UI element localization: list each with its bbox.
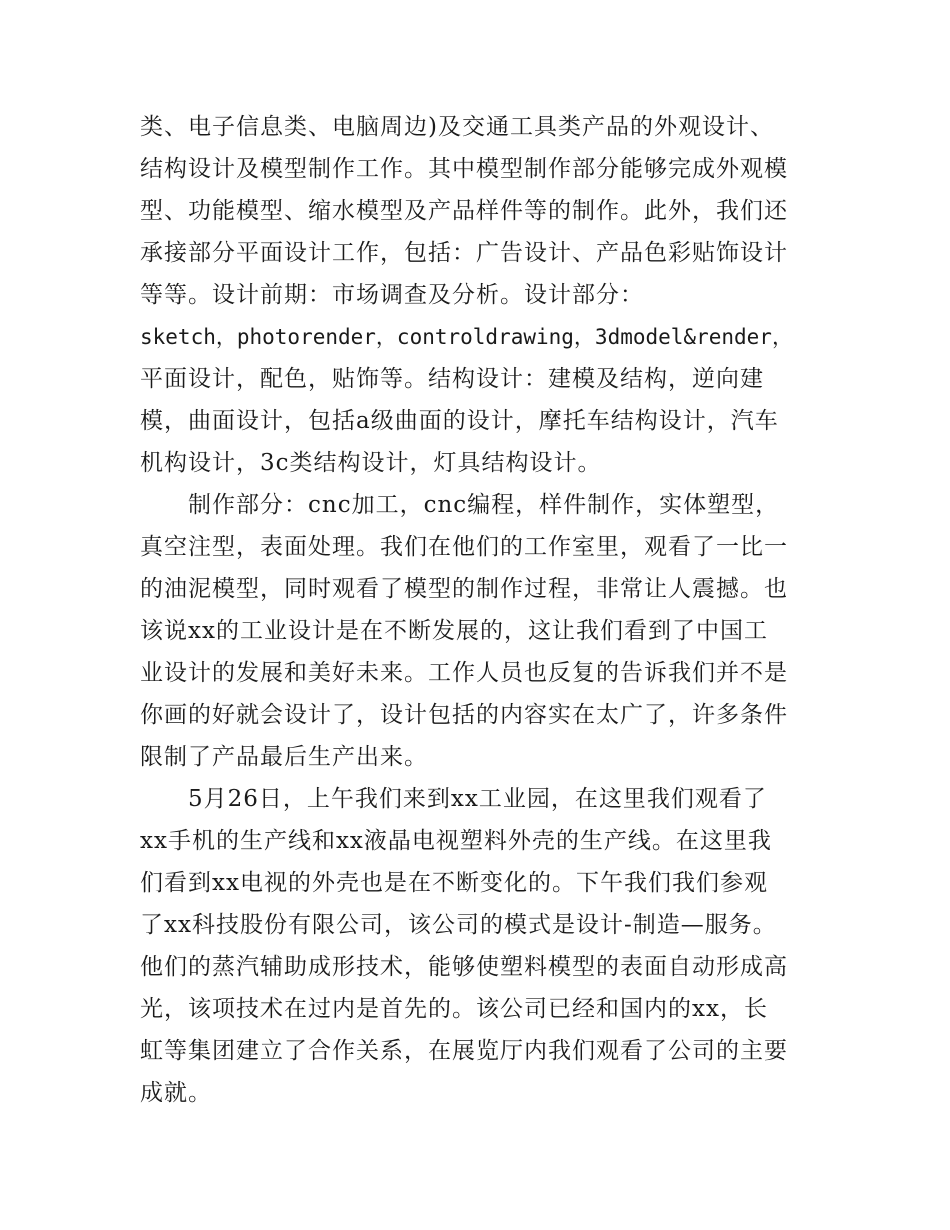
text-line: 的油泥模型，同时观看了模型的制作过程，非常让人震撼。也 [140, 576, 788, 602]
text-line: 承接部分平面设计工作，包括：广告设计、产品色彩贴饰设计 [140, 240, 788, 266]
text-line: 光，该项技术在过内是首先的。该公司已经和国内的xx，长 [140, 996, 768, 1022]
text-line-indented: 5月26日，上午我们来到xx工业园，在这里我们观看了 [188, 786, 767, 812]
text-line: 平面设计，配色，贴饰等。结构设计：建模及结构，逆向建 [140, 366, 764, 392]
text-line: 类、电子信息类、电脑周边)及交通工具类产品的外观设计、 [140, 114, 774, 140]
text-line: 他们的蒸汽辅助成形技术，能够使塑料模型的表面自动形成高 [140, 954, 788, 980]
text-line: 机构设计，3c类结构设计，灯具结构设计。 [140, 450, 602, 476]
text-line: 真空注型，表面处理。我们在他们的工作室里，观看了一比一 [140, 534, 788, 560]
text-line-indented: 制作部分：cnc加工，cnc编程，样件制作，实体塑型， [188, 492, 780, 518]
paragraph-1 [140, 106, 812, 484]
text-line: 等等。设计前期：市场调查及分析。设计部分： [140, 282, 644, 308]
document-body [140, 106, 812, 1114]
text-line: 结构设计及模型制作工作。其中模型制作部分能够完成外观模 [140, 156, 788, 182]
text-line: 成就。 [140, 1080, 212, 1106]
english-terms-line: sketch，photorender，controldrawing，3dmodel&render， [140, 325, 793, 349]
text-line: 模，曲面设计，包括a级曲面的设计，摩托车结构设计，汽车 [140, 408, 779, 434]
text-line: 你画的好就会设计了，设计包括的内容实在太广了，许多条件 [140, 702, 788, 728]
text-line: 型、功能模型、缩水模型及产品样件等的制作。此外，我们还 [140, 198, 788, 224]
text-line: 业设计的发展和美好未来。工作人员也反复的告诉我们并不是 [140, 660, 788, 686]
text-line: 们看到xx电视的外壳也是在不断变化的。下午我们我们参观 [140, 870, 768, 896]
text-line: xx手机的生产线和xx液晶电视塑料外壳的生产线。在这里我 [140, 828, 772, 854]
text-line: 限制了产品最后生产出来。 [140, 744, 428, 770]
paragraph-2 [140, 484, 812, 778]
text-line: 虹等集团建立了合作关系，在展览厅内我们观看了公司的主要 [140, 1038, 788, 1064]
paragraph-3 [140, 778, 812, 1114]
text-line: 该说xx的工业设计是在不断发展的，这让我们看到了中国工 [140, 618, 768, 644]
text-line: 了xx科技股份有限公司，该公司的模式是设计-制造—服务。 [140, 912, 777, 938]
